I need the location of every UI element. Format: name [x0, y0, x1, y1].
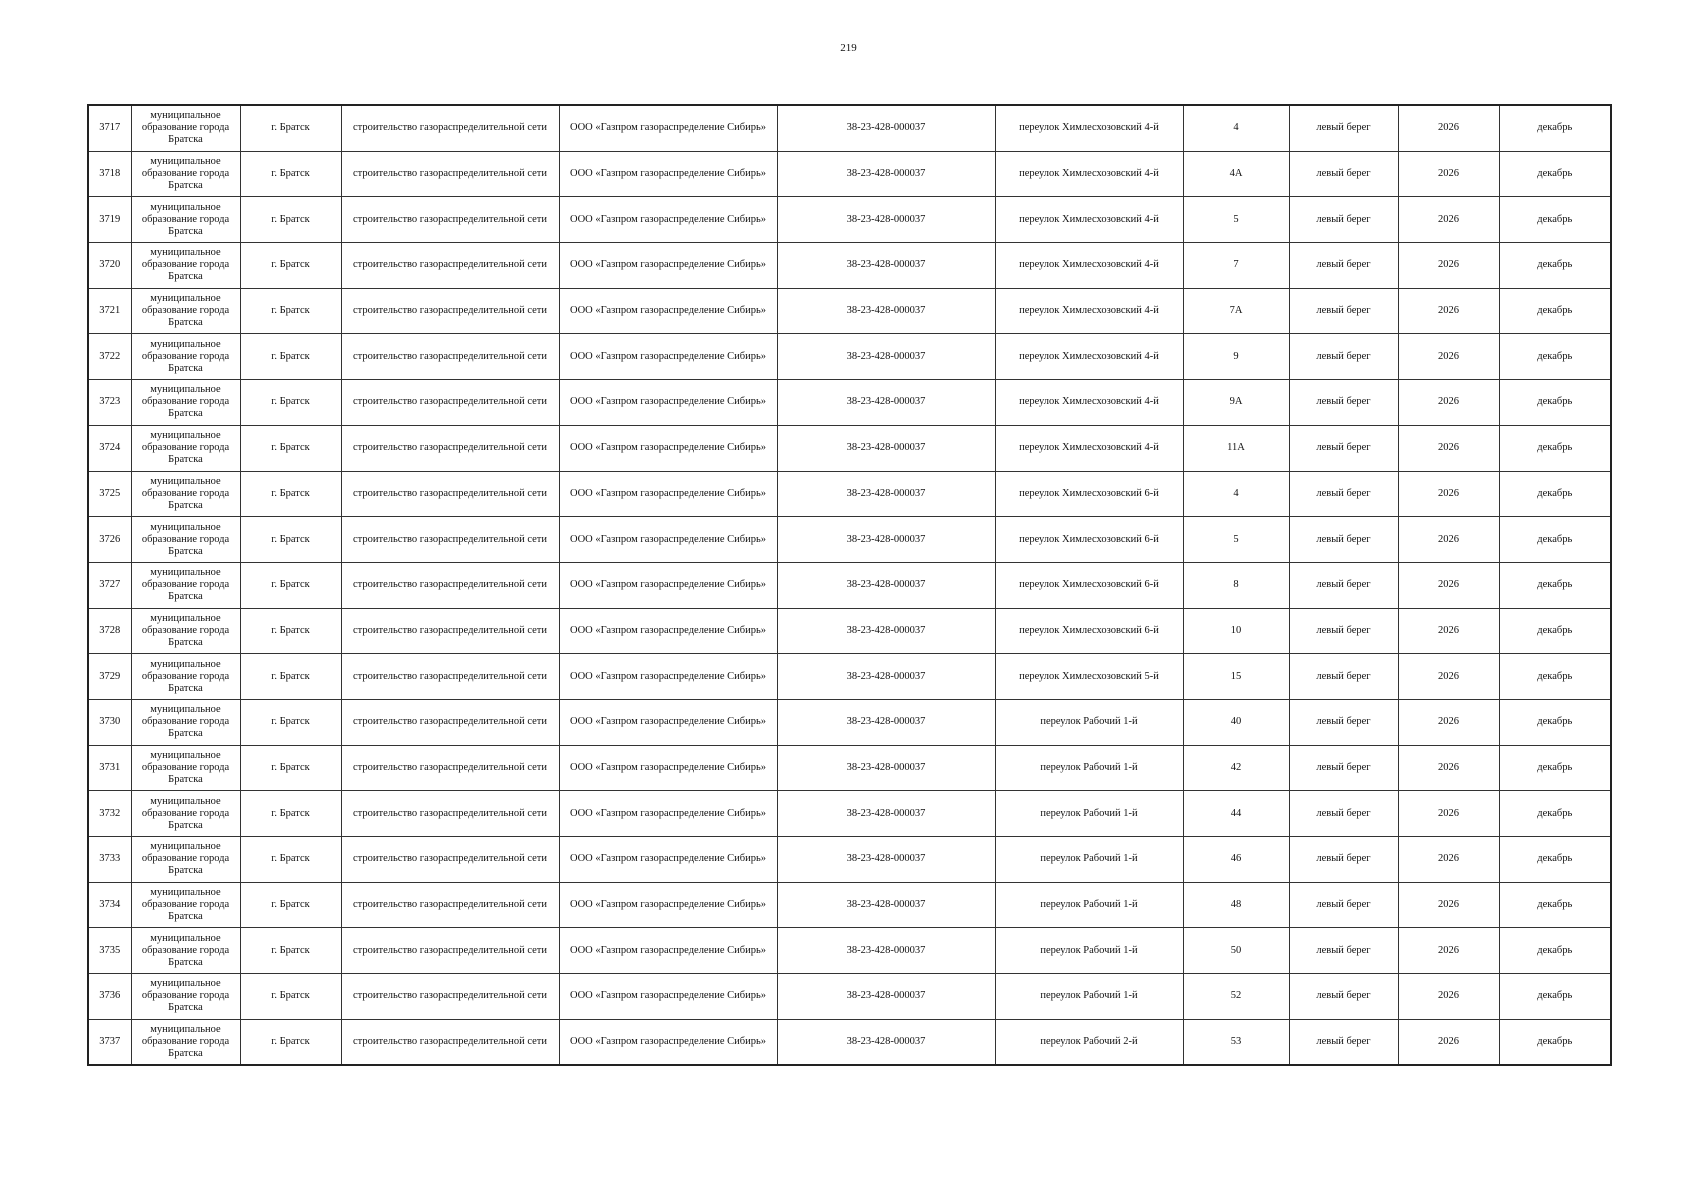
work-type-cell: строительство газораспределительной сети — [341, 745, 559, 791]
work-type-cell: строительство газораспределительной сети — [341, 699, 559, 745]
row-number-cell: 3732 — [88, 791, 131, 837]
work-type-cell: строительство газораспределительной сети — [341, 334, 559, 380]
municipality-cell: муниципальное образование города Братска — [131, 243, 240, 289]
river-bank-cell: левый берег — [1289, 425, 1398, 471]
table-row — [88, 288, 1611, 334]
row-number-cell: 3737 — [88, 1019, 131, 1065]
organization-cell: ООО «Газпром газораспределение Сибирь» — [559, 837, 777, 883]
row-number-cell: 3729 — [88, 654, 131, 700]
row-number-cell: 3728 — [88, 608, 131, 654]
year-cell: 2026 — [1398, 699, 1499, 745]
month-cell: декабрь — [1499, 974, 1611, 1020]
month-cell: декабрь — [1499, 1019, 1611, 1065]
work-type-cell: строительство газораспределительной сети — [341, 974, 559, 1020]
year-cell: 2026 — [1398, 654, 1499, 700]
city-cell: г. Братск — [240, 471, 341, 517]
row-number-cell: 3719 — [88, 197, 131, 243]
river-bank-cell: левый берег — [1289, 928, 1398, 974]
house-number-cell: 50 — [1183, 928, 1289, 974]
object-code-cell: 38-23-428-000037 — [777, 699, 995, 745]
street-cell: переулок Химлесхозовский 4-й — [995, 105, 1183, 151]
year-cell: 2026 — [1398, 105, 1499, 151]
house-number-cell: 4А — [1183, 151, 1289, 197]
work-type-cell: строительство газораспределительной сети — [341, 608, 559, 654]
year-cell: 2026 — [1398, 243, 1499, 289]
organization-cell: ООО «Газпром газораспределение Сибирь» — [559, 105, 777, 151]
year-cell: 2026 — [1398, 197, 1499, 243]
river-bank-cell: левый берег — [1289, 974, 1398, 1020]
city-cell: г. Братск — [240, 974, 341, 1020]
city-cell: г. Братск — [240, 745, 341, 791]
table-row — [88, 882, 1611, 928]
row-number-cell: 3722 — [88, 334, 131, 380]
object-code-cell: 38-23-428-000037 — [777, 380, 995, 426]
river-bank-cell: левый берег — [1289, 837, 1398, 883]
river-bank-cell: левый берег — [1289, 654, 1398, 700]
organization-cell: ООО «Газпром газораспределение Сибирь» — [559, 151, 777, 197]
year-cell: 2026 — [1398, 928, 1499, 974]
street-cell: переулок Рабочий 1-й — [995, 791, 1183, 837]
row-number-cell: 3726 — [88, 517, 131, 563]
organization-cell: ООО «Газпром газораспределение Сибирь» — [559, 654, 777, 700]
municipality-cell: муниципальное образование города Братска — [131, 654, 240, 700]
city-cell: г. Братск — [240, 699, 341, 745]
month-cell: декабрь — [1499, 471, 1611, 517]
house-number-cell: 15 — [1183, 654, 1289, 700]
municipality-cell: муниципальное образование города Братска — [131, 791, 240, 837]
table-row — [88, 243, 1611, 289]
month-cell: декабрь — [1499, 288, 1611, 334]
street-cell: переулок Рабочий 1-й — [995, 745, 1183, 791]
object-code-cell: 38-23-428-000037 — [777, 745, 995, 791]
month-cell: декабрь — [1499, 105, 1611, 151]
object-code-cell: 38-23-428-000037 — [777, 288, 995, 334]
organization-cell: ООО «Газпром газораспределение Сибирь» — [559, 243, 777, 289]
street-cell: переулок Рабочий 1-й — [995, 882, 1183, 928]
river-bank-cell: левый берег — [1289, 288, 1398, 334]
work-type-cell: строительство газораспределительной сети — [341, 151, 559, 197]
organization-cell: ООО «Газпром газораспределение Сибирь» — [559, 425, 777, 471]
city-cell: г. Братск — [240, 151, 341, 197]
row-number-cell: 3721 — [88, 288, 131, 334]
house-number-cell: 40 — [1183, 699, 1289, 745]
table-row — [88, 837, 1611, 883]
street-cell: переулок Химлесхозовский 4-й — [995, 380, 1183, 426]
river-bank-cell: левый берег — [1289, 471, 1398, 517]
organization-cell: ООО «Газпром газораспределение Сибирь» — [559, 745, 777, 791]
table-row — [88, 562, 1611, 608]
municipality-cell: муниципальное образование города Братска — [131, 380, 240, 426]
row-number-cell: 3733 — [88, 837, 131, 883]
month-cell: декабрь — [1499, 380, 1611, 426]
month-cell: декабрь — [1499, 928, 1611, 974]
table-row — [88, 471, 1611, 517]
river-bank-cell: левый берег — [1289, 197, 1398, 243]
month-cell: декабрь — [1499, 654, 1611, 700]
object-code-cell: 38-23-428-000037 — [777, 928, 995, 974]
table-row — [88, 151, 1611, 197]
house-number-cell: 7А — [1183, 288, 1289, 334]
table-row — [88, 654, 1611, 700]
table-row — [88, 928, 1611, 974]
municipality-cell: муниципальное образование города Братска — [131, 151, 240, 197]
object-code-cell: 38-23-428-000037 — [777, 517, 995, 563]
object-code-cell: 38-23-428-000037 — [777, 562, 995, 608]
page-number: 219 — [840, 42, 857, 54]
house-number-cell: 5 — [1183, 197, 1289, 243]
street-cell: переулок Рабочий 1-й — [995, 974, 1183, 1020]
month-cell: декабрь — [1499, 837, 1611, 883]
organization-cell: ООО «Газпром газораспределение Сибирь» — [559, 517, 777, 563]
table-row — [88, 791, 1611, 837]
month-cell: декабрь — [1499, 699, 1611, 745]
city-cell: г. Братск — [240, 517, 341, 563]
city-cell: г. Братск — [240, 1019, 341, 1065]
table-row — [88, 334, 1611, 380]
house-number-cell: 4 — [1183, 471, 1289, 517]
work-type-cell: строительство газораспределительной сети — [341, 517, 559, 563]
municipality-cell: муниципальное образование города Братска — [131, 425, 240, 471]
object-code-cell: 38-23-428-000037 — [777, 243, 995, 289]
municipality-cell: муниципальное образование города Братска — [131, 288, 240, 334]
work-type-cell: строительство газораспределительной сети — [341, 654, 559, 700]
municipality-cell: муниципальное образование города Братска — [131, 608, 240, 654]
street-cell: переулок Рабочий 1-й — [995, 699, 1183, 745]
house-number-cell: 44 — [1183, 791, 1289, 837]
object-code-cell: 38-23-428-000037 — [777, 334, 995, 380]
city-cell: г. Братск — [240, 608, 341, 654]
street-cell: переулок Химлесхозовский 6-й — [995, 608, 1183, 654]
year-cell: 2026 — [1398, 471, 1499, 517]
object-code-cell: 38-23-428-000037 — [777, 105, 995, 151]
work-type-cell: строительство газораспределительной сети — [341, 425, 559, 471]
organization-cell: ООО «Газпром газораспределение Сибирь» — [559, 882, 777, 928]
street-cell: переулок Химлесхозовский 6-й — [995, 562, 1183, 608]
table-row — [88, 608, 1611, 654]
work-type-cell: строительство газораспределительной сети — [341, 105, 559, 151]
house-number-cell: 9А — [1183, 380, 1289, 426]
city-cell: г. Братск — [240, 288, 341, 334]
work-type-cell: строительство газораспределительной сети — [341, 197, 559, 243]
municipality-cell: муниципальное образование города Братска — [131, 699, 240, 745]
table-row — [88, 425, 1611, 471]
municipality-cell: муниципальное образование города Братска — [131, 334, 240, 380]
organization-cell: ООО «Газпром газораспределение Сибирь» — [559, 562, 777, 608]
month-cell: декабрь — [1499, 243, 1611, 289]
house-number-cell: 53 — [1183, 1019, 1289, 1065]
row-number-cell: 3720 — [88, 243, 131, 289]
river-bank-cell: левый берег — [1289, 1019, 1398, 1065]
street-cell: переулок Химлесхозовский 4-й — [995, 425, 1183, 471]
table-row — [88, 699, 1611, 745]
river-bank-cell: левый берег — [1289, 517, 1398, 563]
month-cell: декабрь — [1499, 151, 1611, 197]
work-type-cell: строительство газораспределительной сети — [341, 243, 559, 289]
year-cell: 2026 — [1398, 974, 1499, 1020]
work-type-cell: строительство газораспределительной сети — [341, 1019, 559, 1065]
row-number-cell: 3731 — [88, 745, 131, 791]
street-cell: переулок Химлесхозовский 4-й — [995, 151, 1183, 197]
object-code-cell: 38-23-428-000037 — [777, 974, 995, 1020]
row-number-cell: 3735 — [88, 928, 131, 974]
object-code-cell: 38-23-428-000037 — [777, 151, 995, 197]
organization-cell: ООО «Газпром газораспределение Сибирь» — [559, 974, 777, 1020]
street-cell: переулок Рабочий 1-й — [995, 837, 1183, 883]
work-type-cell: строительство газораспределительной сети — [341, 562, 559, 608]
table-row — [88, 974, 1611, 1020]
year-cell: 2026 — [1398, 288, 1499, 334]
river-bank-cell: левый берег — [1289, 243, 1398, 289]
row-number-cell: 3718 — [88, 151, 131, 197]
table-row — [88, 1019, 1611, 1065]
work-type-cell: строительство газораспределительной сети — [341, 288, 559, 334]
row-number-cell: 3725 — [88, 471, 131, 517]
month-cell: декабрь — [1499, 425, 1611, 471]
city-cell: г. Братск — [240, 654, 341, 700]
work-type-cell: строительство газораспределительной сети — [341, 380, 559, 426]
object-code-cell: 38-23-428-000037 — [777, 882, 995, 928]
house-number-cell: 8 — [1183, 562, 1289, 608]
city-cell: г. Братск — [240, 791, 341, 837]
house-number-cell: 52 — [1183, 974, 1289, 1020]
organization-cell: ООО «Газпром газораспределение Сибирь» — [559, 471, 777, 517]
house-number-cell: 9 — [1183, 334, 1289, 380]
object-code-cell: 38-23-428-000037 — [777, 791, 995, 837]
river-bank-cell: левый берег — [1289, 791, 1398, 837]
work-type-cell: строительство газораспределительной сети — [341, 882, 559, 928]
city-cell: г. Братск — [240, 928, 341, 974]
house-number-cell: 4 — [1183, 105, 1289, 151]
river-bank-cell: левый берег — [1289, 334, 1398, 380]
municipality-cell: муниципальное образование города Братска — [131, 974, 240, 1020]
river-bank-cell: левый берег — [1289, 882, 1398, 928]
row-number-cell: 3727 — [88, 562, 131, 608]
river-bank-cell: левый берег — [1289, 151, 1398, 197]
organization-cell: ООО «Газпром газораспределение Сибирь» — [559, 791, 777, 837]
house-number-cell: 46 — [1183, 837, 1289, 883]
year-cell: 2026 — [1398, 380, 1499, 426]
street-cell: переулок Рабочий 2-й — [995, 1019, 1183, 1065]
registry-table — [87, 104, 1612, 1066]
city-cell: г. Братск — [240, 334, 341, 380]
organization-cell: ООО «Газпром газораспределение Сибирь» — [559, 608, 777, 654]
street-cell: переулок Химлесхозовский 4-й — [995, 243, 1183, 289]
city-cell: г. Братск — [240, 425, 341, 471]
year-cell: 2026 — [1398, 517, 1499, 563]
year-cell: 2026 — [1398, 882, 1499, 928]
house-number-cell: 7 — [1183, 243, 1289, 289]
municipality-cell: муниципальное образование города Братска — [131, 105, 240, 151]
month-cell: декабрь — [1499, 517, 1611, 563]
municipality-cell: муниципальное образование города Братска — [131, 837, 240, 883]
year-cell: 2026 — [1398, 334, 1499, 380]
month-cell: декабрь — [1499, 745, 1611, 791]
year-cell: 2026 — [1398, 837, 1499, 883]
object-code-cell: 38-23-428-000037 — [777, 1019, 995, 1065]
month-cell: декабрь — [1499, 197, 1611, 243]
street-cell: переулок Химлесхозовский 6-й — [995, 471, 1183, 517]
city-cell: г. Братск — [240, 105, 341, 151]
river-bank-cell: левый берег — [1289, 699, 1398, 745]
city-cell: г. Братск — [240, 562, 341, 608]
table-body — [88, 105, 1611, 1065]
street-cell: переулок Химлесхозовский 4-й — [995, 288, 1183, 334]
organization-cell: ООО «Газпром газораспределение Сибирь» — [559, 928, 777, 974]
year-cell: 2026 — [1398, 791, 1499, 837]
street-cell: переулок Химлесхозовский 5-й — [995, 654, 1183, 700]
city-cell: г. Братск — [240, 380, 341, 426]
year-cell: 2026 — [1398, 425, 1499, 471]
city-cell: г. Братск — [240, 837, 341, 883]
month-cell: декабрь — [1499, 608, 1611, 654]
house-number-cell: 42 — [1183, 745, 1289, 791]
house-number-cell: 48 — [1183, 882, 1289, 928]
object-code-cell: 38-23-428-000037 — [777, 608, 995, 654]
house-number-cell: 11А — [1183, 425, 1289, 471]
river-bank-cell: левый берег — [1289, 380, 1398, 426]
year-cell: 2026 — [1398, 562, 1499, 608]
table-row — [88, 745, 1611, 791]
organization-cell: ООО «Газпром газораспределение Сибирь» — [559, 1019, 777, 1065]
table-row — [88, 197, 1611, 243]
municipality-cell: муниципальное образование города Братска — [131, 882, 240, 928]
house-number-cell: 5 — [1183, 517, 1289, 563]
month-cell: декабрь — [1499, 562, 1611, 608]
city-cell: г. Братск — [240, 243, 341, 289]
work-type-cell: строительство газораспределительной сети — [341, 471, 559, 517]
object-code-cell: 38-23-428-000037 — [777, 654, 995, 700]
organization-cell: ООО «Газпром газораспределение Сибирь» — [559, 288, 777, 334]
year-cell: 2026 — [1398, 745, 1499, 791]
row-number-cell: 3717 — [88, 105, 131, 151]
city-cell: г. Братск — [240, 882, 341, 928]
work-type-cell: строительство газораспределительной сети — [341, 837, 559, 883]
municipality-cell: муниципальное образование города Братска — [131, 517, 240, 563]
object-code-cell: 38-23-428-000037 — [777, 471, 995, 517]
street-cell: переулок Рабочий 1-й — [995, 928, 1183, 974]
street-cell: переулок Химлесхозовский 4-й — [995, 334, 1183, 380]
municipality-cell: муниципальное образование города Братска — [131, 745, 240, 791]
month-cell: декабрь — [1499, 882, 1611, 928]
row-number-cell: 3734 — [88, 882, 131, 928]
year-cell: 2026 — [1398, 1019, 1499, 1065]
work-type-cell: строительство газораспределительной сети — [341, 928, 559, 974]
organization-cell: ООО «Газпром газораспределение Сибирь» — [559, 334, 777, 380]
row-number-cell: 3730 — [88, 699, 131, 745]
municipality-cell: муниципальное образование города Братска — [131, 562, 240, 608]
work-type-cell: строительство газораспределительной сети — [341, 791, 559, 837]
organization-cell: ООО «Газпром газораспределение Сибирь» — [559, 699, 777, 745]
object-code-cell: 38-23-428-000037 — [777, 425, 995, 471]
house-number-cell: 10 — [1183, 608, 1289, 654]
month-cell: декабрь — [1499, 791, 1611, 837]
municipality-cell: муниципальное образование города Братска — [131, 928, 240, 974]
river-bank-cell: левый берег — [1289, 562, 1398, 608]
row-number-cell: 3723 — [88, 380, 131, 426]
municipality-cell: муниципальное образование города Братска — [131, 197, 240, 243]
month-cell: декабрь — [1499, 334, 1611, 380]
city-cell: г. Братск — [240, 197, 341, 243]
row-number-cell: 3736 — [88, 974, 131, 1020]
municipality-cell: муниципальное образование города Братска — [131, 471, 240, 517]
object-code-cell: 38-23-428-000037 — [777, 197, 995, 243]
river-bank-cell: левый берег — [1289, 745, 1398, 791]
table-row — [88, 380, 1611, 426]
street-cell: переулок Химлесхозовский 4-й — [995, 197, 1183, 243]
object-code-cell: 38-23-428-000037 — [777, 837, 995, 883]
river-bank-cell: левый берег — [1289, 105, 1398, 151]
organization-cell: ООО «Газпром газораспределение Сибирь» — [559, 197, 777, 243]
organization-cell: ООО «Газпром газораспределение Сибирь» — [559, 380, 777, 426]
year-cell: 2026 — [1398, 151, 1499, 197]
street-cell: переулок Химлесхозовский 6-й — [995, 517, 1183, 563]
river-bank-cell: левый берег — [1289, 608, 1398, 654]
table-row — [88, 105, 1611, 151]
municipality-cell: муниципальное образование города Братска — [131, 1019, 240, 1065]
table-row — [88, 517, 1611, 563]
row-number-cell: 3724 — [88, 425, 131, 471]
year-cell: 2026 — [1398, 608, 1499, 654]
